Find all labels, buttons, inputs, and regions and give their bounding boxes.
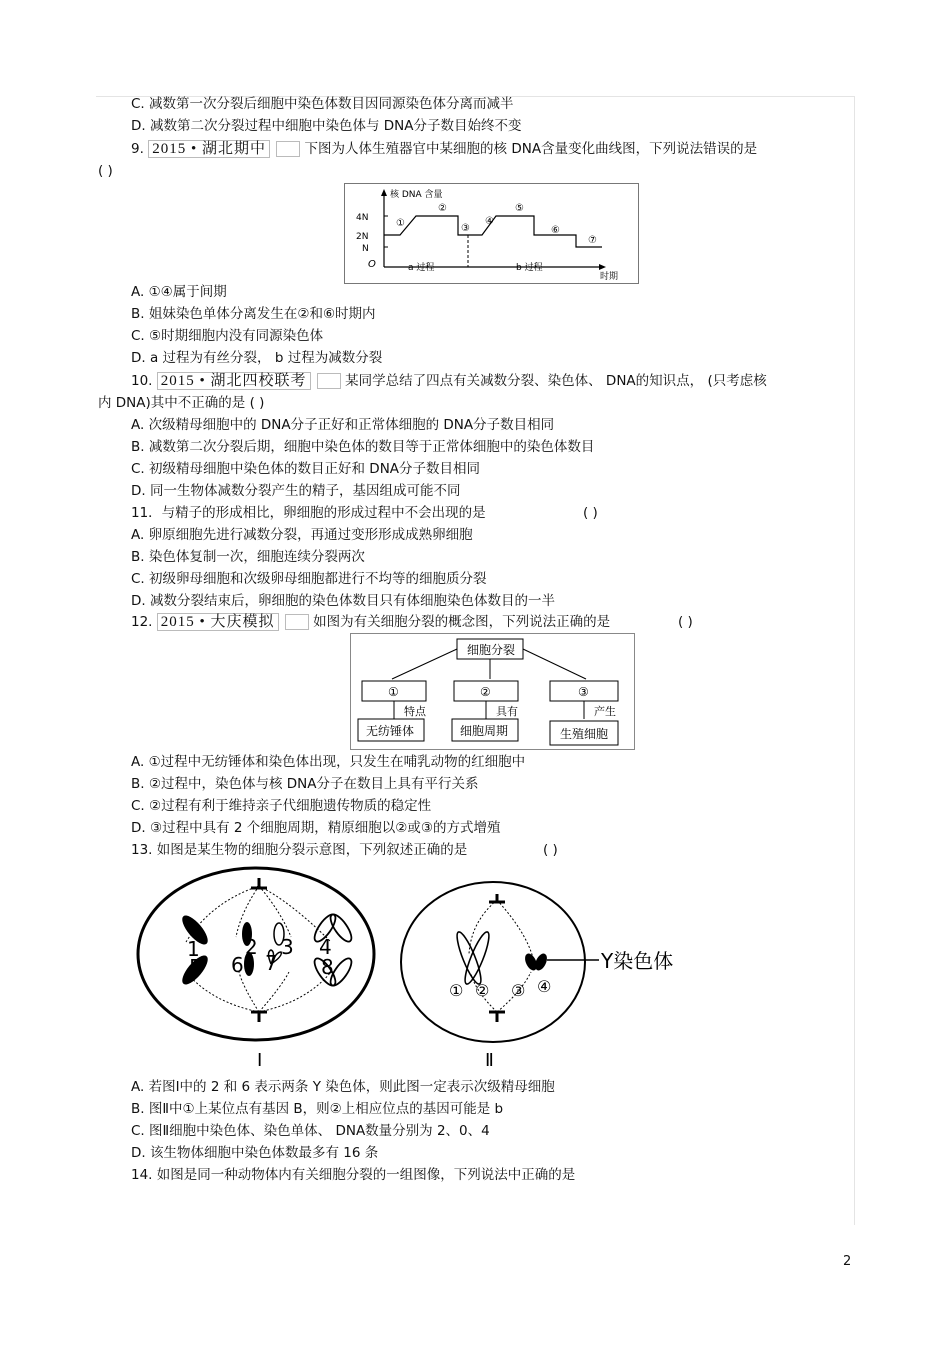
circ-num-3: ③ [511,981,526,1000]
edge-label-2: 具有 [496,705,518,718]
q9-option-d: D. a 过程为有丝分裂， b 过程为减数分裂 [131,350,383,366]
q12-option-d: D. ③过程中具有 2 个细胞周期，精原细胞以②或③的方式增殖 [131,820,501,836]
blank-box [276,141,300,157]
chrom-num-3: 3 [281,935,294,959]
q10-stem-cont: 内 DNA)其中不正确的是 ( ) [98,395,265,411]
cell-division-figure [131,862,715,1076]
q12-option-c: C. ②过程有利于维持亲子代细胞遗传物质的稳定性 [131,798,432,814]
q10-option-d: D. 同一生物体减数分裂产生的精子，基因组成可能不同 [131,483,461,499]
q12-number: 12. [131,614,153,630]
tick-2n: 2N [356,232,369,242]
concept-node-2: ② [480,685,491,699]
tick-n: N [362,244,369,254]
concept-root: 细胞分裂 [467,643,516,657]
q9-number: 9. [131,141,144,157]
concept-leaf-3: 生殖细胞 [560,727,609,741]
q13-option-c: C. 图Ⅱ细胞中染色体、染色单体、 DNA数量分别为 2、0、4 [131,1123,490,1139]
blank-box [285,614,309,630]
q10-number: 10. [131,373,153,389]
dna-content-chart [344,183,640,289]
q11-option-b: B. 染色体复制一次，细胞连续分裂两次 [131,549,365,565]
q10-option-c: C. 初级精母细胞中染色体的数目正好和 DNA分子数目相同 [131,461,481,477]
stage-5: ⑤ [515,203,524,214]
q10-option-a: A. 次级精母细胞中的 DNA分子正好和正常体细胞的 DNA分子数目相同 [131,417,555,433]
concept-leaf-1: 无纺锤体 [366,724,415,738]
q12-answer-paren: ( ) [678,614,693,630]
x-axis-label: 时期 [600,272,619,282]
q8-option-c: C. 减数第一次分裂后细胞中染色体数目因同源染色体分离而减半 [131,96,514,112]
q9-stem [131,139,757,159]
q12-option-a: A. ①过程中无纺锤体和染色体出现，只发生在哺乳动物的红细胞中 [131,754,526,770]
tick-4n: 4N [356,213,369,223]
chrom-num-7: 7 [265,951,278,975]
q12-option-b: B. ②过程中，染色体与核 DNA分子在数目上具有平行关系 [131,776,479,792]
chart-ylabel: 核 DNA 含量 [390,190,443,200]
q11-option-a: A. 卵原细胞先进行减数分裂，再通过变形形成成熟卵细胞 [131,527,473,543]
y-chromosome-label: Y染色体 [601,949,674,973]
edge-label-1: 特点 [404,705,426,718]
stage-3: ③ [461,223,470,234]
stage-6: ⑥ [551,225,560,236]
q9-stem-text: 下图为人体生殖器官中某细胞的核 DNA含量变化曲线图，下列说法错误的是 [304,141,758,157]
q10-stem-text: 某同学总结了四点有关减数分裂、染色体、 DNA的知识点， (只考虑核 [345,373,767,389]
circ-num-1: ① [449,981,464,1000]
q9-option-a: A. ①④属于间期 [131,284,227,300]
q13-option-b: B. 图Ⅱ中①上某位点有基因 B，则②上相应位点的基因可能是 b [131,1101,504,1117]
page-number: 2 [843,1254,852,1269]
q12-stem [131,612,610,632]
concept-node-1: ① [388,685,399,699]
q9-source: 2015 • 湖北期中 [148,140,270,158]
q13-option-a: A. 若图Ⅰ中的 2 和 6 表示两条 Y 染色体，则此图一定表示次级精母细胞 [131,1079,555,1095]
q13-option-d: D. 该生物体细胞中染色体数最多有 16 条 [131,1145,379,1161]
q9-answer-paren: ( ) [98,163,113,179]
concept-map [350,633,636,755]
chrom-num-5: 5 [189,955,202,979]
circ-num-4: ④ [537,977,552,996]
q12-source: 2015 • 大庆模拟 [157,613,279,631]
stage-4: ④ [485,216,494,227]
stage-2: ② [438,203,447,214]
q10-stem [131,371,767,391]
q10-source: 2015 • 湖北四校联考 [157,372,311,390]
figure-label-1: Ⅰ [257,1050,263,1071]
q9-option-b: B. 姐妹染色单体分离发生在②和⑥时期内 [131,306,376,322]
q11-stem: 11．与精子的形成相比，卵细胞的形成过程中不会出现的是 [131,505,486,521]
process-a-label: a 过程 [408,263,435,273]
chrom-num-6: 6 [231,953,244,977]
q10-option-b: B. 减数第二次分裂后期，细胞中染色体的数目等于正常体细胞中的染色体数目 [131,439,595,455]
chrom-num-4: 4 [319,935,332,959]
origin-label: O [368,259,376,270]
q11-option-c: C. 初级卵母细胞和次级卵母细胞都进行不均等的细胞质分裂 [131,571,487,587]
figure-label-2: Ⅱ [485,1050,494,1071]
edge-label-3: 产生 [594,705,616,718]
q9-option-c: C. ⑤时期细胞内没有同源染色体 [131,328,324,344]
chrom-num-2: 2 [245,935,258,959]
q14-stem: 14. 如图是同一种动物体内有关细胞分裂的一组图像，下列说法中正确的是 [131,1167,576,1183]
q13-answer-paren: ( ) [543,842,558,858]
q12-stem-text: 如图为有关细胞分裂的概念图，下列说法正确的是 [313,614,611,630]
q13-stem: 13. 如图是某生物的细胞分裂示意图，下列叙述正确的是 [131,842,468,858]
process-b-label: b 过程 [516,263,543,273]
q11-option-d: D. 减数分裂结束后，卵细胞的染色体数目只有体细胞染色体数目的一半 [131,593,555,609]
circ-num-2: ② [475,981,490,1000]
q11-answer-paren: ( ) [583,505,598,521]
concept-leaf-2: 细胞周期 [460,724,509,738]
q8-option-d: D. 减数第二次分裂过程中细胞中染色体与 DNA分子数目始终不变 [131,118,522,134]
chrom-num-8: 8 [321,955,334,979]
stage-1: ① [396,218,405,229]
chrom-num-1: 1 [187,937,200,961]
stage-7: ⑦ [588,235,597,246]
blank-box [317,373,341,389]
concept-node-3: ③ [578,685,589,699]
